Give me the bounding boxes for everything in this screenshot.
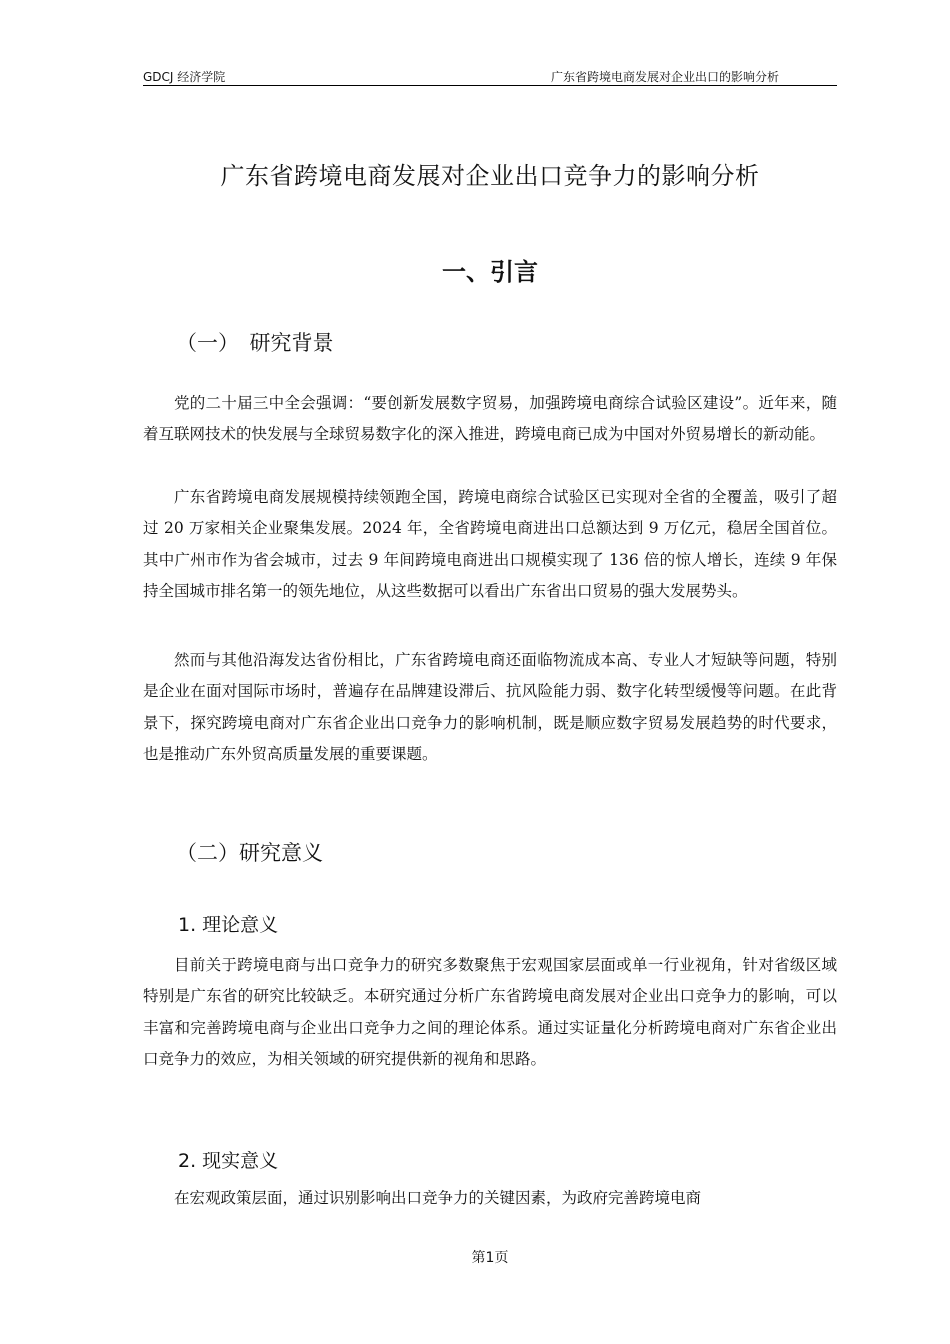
paragraph-practical: 在宏观政策层面，通过识别影响出口竞争力的关键因素，为政府完善跨境电商 — [174, 1189, 702, 1207]
paper-title: 广东省跨境电商发展对企业出口竞争力的影响分析 — [220, 162, 760, 190]
page-number: 第1页 — [471, 1250, 509, 1266]
paragraph-background-2: 广东省跨境电商发展规模持续领跑全国，跨境电商综合试验区已实现对全省的全覆盖，吸引了超过 20 万家相关企业聚集发展。2024 年，全省跨境电商进出口总额达到 9 万亿元，稳居全国首位。其中广州市作为省会城市，过去 9 年间跨境电商进出口规模实现了 136 倍的惊人增长，连续 9 年保持全国城市排名第一的领先地位，从这些数据可以看出广东省出口贸易的强大发展势头。 — [143, 488, 837, 600]
subsection-heading-background: （一） 研究背景 — [176, 331, 334, 355]
page-header — [143, 66, 837, 86]
header-running-title: 广东省跨境电商发展对企业出口的影响分析 — [550, 70, 779, 84]
subsection-heading-significance: （二）研究意义 — [176, 841, 323, 865]
section-heading-introduction: 一、引言 — [442, 258, 538, 286]
paragraph-background-3: 然而与其他沿海发达省份相比，广东省跨境电商还面临物流成本高、专业人才短缺等问题，特别是企业在面对国际市场时，普遍存在品牌建设滞后、抗风险能力弱、数字化转型缓慢等问题。在此背景下，探究跨境电商对广东省企业出口竞争力的影响机制，既是顺应数字贸易发展趋势的时代要求，也是推动广东外贸高质量发展的重要课题。 — [143, 651, 837, 763]
item-heading-theoretical: 1. 理论意义 — [178, 914, 279, 936]
header-institution: GDCJ 经济学院 — [143, 70, 226, 84]
paragraph-background-1: 党的二十届三中全会强调：“要创新发展数字贸易，加强跨境电商综合试验区建设”。近年来，随着互联网技术的快发展与全球贸易数字化的深入推进，跨境电商已成为中国对外贸易增长的新动能。 — [143, 394, 837, 444]
paragraph-theoretical: 目前关于跨境电商与出口竞争力的研究多数聚焦于宏观国家层面或单一行业视角，针对省级区域特别是广东省的研究比较缺乏。本研究通过分析广东省跨境电商发展对企业出口竞争力的影响，可以丰富和完善跨境电商与企业出口竞争力之间的理论体系。通过实证量化分析跨境电商对广东省企业出口竞争力的效应，为相关领域的研究提供新的视角和思路。 — [143, 956, 837, 1068]
item-heading-practical: 2. 现实意义 — [178, 1150, 279, 1172]
